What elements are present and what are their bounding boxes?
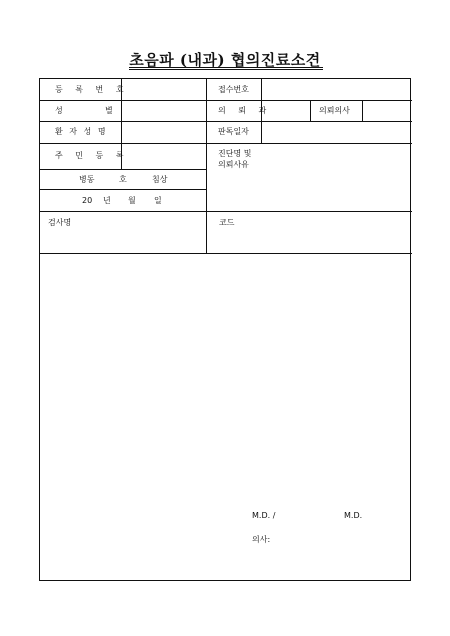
- row-line: [40, 211, 412, 212]
- row-line: [40, 143, 412, 144]
- label-diagnosis-line-1: 진단명 및: [218, 149, 252, 158]
- col-line: [362, 100, 363, 122]
- label-diagnosis-line-2: 의뢰사유: [218, 160, 249, 169]
- label-registration-number: 등 록 번 호: [55, 85, 129, 94]
- row-line: [40, 121, 412, 122]
- signature-md-1: M.D. /: [252, 511, 276, 520]
- label-ho: 호: [119, 175, 127, 184]
- date-day-label: 일: [154, 196, 162, 205]
- label-requesting-dept: 의 뢰 과: [218, 106, 272, 115]
- consultation-form: [39, 78, 411, 581]
- row-line: [40, 189, 206, 190]
- title-underline: [129, 67, 323, 68]
- label-code: 코드: [219, 218, 235, 227]
- date-year-label: 년: [103, 196, 111, 205]
- label-bed: 침상: [152, 175, 168, 184]
- label-ward: 병동: [79, 175, 95, 184]
- label-gender-char-2: 별: [105, 106, 113, 115]
- row-line: [40, 169, 206, 170]
- label-patient-name: 환 자 성 명: [55, 127, 108, 136]
- signature-md-2: M.D.: [344, 511, 363, 520]
- title-underline-2: [129, 69, 323, 70]
- col-line: [206, 79, 207, 253]
- label-exam-name: 검사명: [48, 218, 72, 227]
- date-month-label: 월: [128, 196, 136, 205]
- label-resident-registration: 주 민 등 록: [55, 151, 129, 160]
- row-line: [40, 100, 412, 101]
- label-reading-date: 판독일자: [218, 127, 249, 136]
- signature-doctor: 의사:: [252, 535, 271, 544]
- col-line: [310, 100, 311, 122]
- label-requesting-doctor: 의뢰의사: [319, 106, 350, 115]
- label-receipt-number: 접수번호: [218, 85, 249, 94]
- date-year-prefix: 20: [82, 196, 93, 205]
- row-line: [40, 253, 412, 254]
- form-title: 초음파 (내과) 협의진료소견: [129, 51, 321, 69]
- label-gender-char-1: 성: [55, 106, 63, 115]
